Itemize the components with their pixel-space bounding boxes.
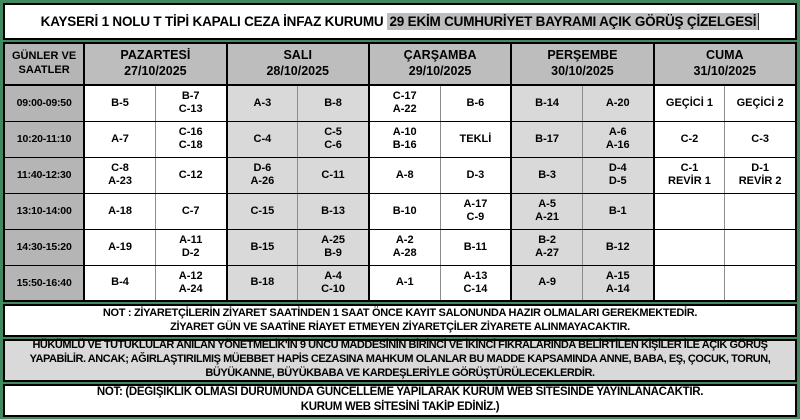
ward-label: B-16	[392, 139, 417, 151]
ward-label: A-4	[324, 269, 342, 282]
ward-label: B-13	[321, 204, 345, 217]
ward-cell	[654, 265, 725, 301]
day-name: ÇARŞAMBA	[403, 48, 477, 63]
ward-cell	[369, 265, 440, 301]
day-header-tuesday	[227, 43, 369, 85]
ward-cell	[440, 157, 511, 193]
ward-cell	[298, 229, 369, 265]
ward-cell	[582, 229, 653, 265]
ward-cell	[511, 121, 582, 157]
schedule-body	[4, 85, 796, 301]
ward-label: A-20	[605, 96, 630, 109]
ward-cell	[227, 121, 298, 157]
ward-label: A-2	[395, 234, 414, 247]
ward-cell	[84, 157, 155, 193]
ward-cell	[227, 85, 298, 121]
ward-label: A-28	[392, 247, 417, 259]
note-visitor-box	[3, 304, 797, 337]
ward-label: A-7	[111, 132, 129, 145]
ward-cell	[369, 85, 440, 121]
day-header-monday	[84, 43, 226, 85]
ward-label: B-12	[605, 240, 630, 253]
ward-cell	[725, 85, 796, 121]
title-bar	[3, 3, 797, 40]
note-regulation-text: HÜKÜMLÜ VE TUTUKLULAR ANILAN YÖNETMELİK'İN 9 UNCU MADDESİNİN BİRİNCİ VE İKİNCİ FIKRALARINDA BELİRTİLEN KİŞİLER İLE AÇIK GÖRÜŞ YAPABİLİR. ANCAK; AĞIRLAŞTIRILMIŞ MÜEBBET HAPİS CEZASINA MAHKUM OLANLAR BU MADDE KAPSAMINDA ANNE, BABA, EŞ, ÇOCUK, TORUN, BÜYÜKANNE, BÜYÜKBABA VE KARDEŞLERİYLE GÖRÜŞTÜRÜLECEKLERDİR.	[29, 339, 771, 379]
ward-label: A-26	[250, 175, 275, 187]
table-row	[4, 229, 796, 265]
ward-label: C-16	[178, 126, 203, 139]
ward-label: B-9	[324, 247, 342, 259]
ward-cell	[84, 121, 155, 157]
ward-cell	[440, 229, 511, 265]
ward-cell	[582, 193, 653, 229]
ward-label: A-14	[605, 282, 630, 295]
ward-cell	[654, 193, 725, 229]
ward-cell	[155, 193, 226, 229]
ward-cell	[725, 193, 796, 229]
day-name: PAZARTESİ	[120, 48, 191, 63]
ward-cell	[440, 85, 511, 121]
ward-label: B-17	[535, 132, 559, 145]
ward-cell	[298, 121, 369, 157]
corner-header-line1: GÜNLER VE	[12, 50, 77, 63]
day-header-friday	[654, 43, 796, 85]
ward-label: B-18	[250, 276, 275, 289]
ward-label: A-21	[535, 211, 559, 223]
day-header-wednesday	[369, 43, 511, 85]
time-slot-label: 11:40-12:30	[4, 157, 84, 193]
table-row	[4, 85, 796, 121]
ward-cell	[155, 157, 226, 193]
ward-label: D-4	[608, 162, 627, 175]
ward-label: C-12	[178, 168, 203, 181]
ward-label: D-3	[466, 168, 485, 181]
page-title: KAYSERİ 1 NOLU T TİPİ KAPALI CEZA İNFAZ KURUMU	[40, 14, 384, 29]
ward-cell	[155, 229, 226, 265]
ward-label: C-11	[321, 168, 345, 181]
ward-cell	[511, 265, 582, 301]
ward-cell	[155, 265, 226, 301]
ward-cell	[155, 85, 226, 121]
note-website-line1: NOT: (DEĞİŞİKLİK OLMASI DURUMUNDA GÜNCELLEME YAPILARAK KURUM WEB SİTESİNDE YAYINLANACAKTIR.	[96, 386, 704, 399]
ward-label: C-10	[321, 282, 345, 295]
ward-label: C-18	[178, 139, 203, 151]
ward-label: TEKLİ	[459, 132, 492, 145]
ward-cell	[582, 85, 653, 121]
note-visitor-line1: NOT : ZİYARETÇİLERİN ZİYARET SAATİNDEN 1 SAAT ÖNCE KAYIT SALONUNDA HAZIR OLMALARI GEREKMEKTEDİR.	[102, 307, 698, 319]
ward-label: C-4	[253, 132, 272, 145]
ward-cell	[582, 121, 653, 157]
ward-label: A-25	[321, 234, 345, 247]
table-row	[4, 121, 796, 157]
ward-label: C-15	[250, 204, 275, 217]
day-name: SALI	[283, 48, 312, 63]
ward-cell	[227, 193, 298, 229]
ward-label: REVİR 1	[668, 175, 711, 187]
ward-label: GEÇİCİ 2	[736, 96, 784, 109]
day-date: 30/10/2025	[551, 64, 614, 78]
ward-label: A-22	[392, 103, 417, 116]
ward-cell	[511, 85, 582, 121]
ward-label: D-2	[181, 247, 200, 259]
ward-label: D-1	[751, 162, 769, 175]
day-date: 27/10/2025	[124, 64, 187, 78]
table-row	[4, 193, 796, 229]
time-slot-label: 14:30-15:20	[4, 229, 84, 265]
ward-label: A-27	[535, 247, 559, 259]
ward-cell	[511, 229, 582, 265]
day-date: 31/10/2025	[693, 64, 757, 78]
ward-cell	[511, 157, 582, 193]
ward-cell	[582, 157, 653, 193]
ward-label: B-6	[466, 96, 485, 109]
note-website-box	[3, 384, 797, 417]
ward-label: C-14	[463, 282, 488, 295]
note-regulation-box	[3, 339, 797, 382]
ward-label: B-10	[392, 204, 417, 217]
ward-label: A-11	[179, 234, 203, 247]
ward-label: GEÇİCİ 1	[665, 96, 713, 109]
ward-cell	[654, 229, 725, 265]
ward-cell	[725, 229, 796, 265]
ward-label: C-13	[178, 103, 203, 116]
ward-label: A-12	[178, 269, 203, 282]
ward-cell	[654, 121, 725, 157]
ward-label: REVİR 2	[738, 175, 782, 187]
ward-cell	[84, 229, 155, 265]
ward-label: B-14	[535, 96, 559, 109]
ward-cell	[725, 121, 796, 157]
ward-label: C-7	[181, 204, 200, 217]
ward-label: A-23	[108, 175, 132, 187]
ward-label: A-16	[605, 139, 630, 151]
ward-label: A-17	[463, 198, 488, 211]
ward-cell	[298, 193, 369, 229]
ward-cell	[369, 157, 440, 193]
ward-cell	[654, 85, 725, 121]
time-slot-label: 15:50-16:40	[4, 265, 84, 301]
ward-cell	[84, 265, 155, 301]
day-date: 28/10/2025	[266, 64, 329, 78]
note-visitor-line2: ZİYARET GÜN VE SAATİNE RİAYET ETMEYEN ZİYARETÇİLER ZİYARETE ALINMAYACAKTIR.	[170, 321, 630, 334]
ward-label: C-1	[680, 162, 699, 175]
ward-cell	[227, 229, 298, 265]
ward-label: A-18	[108, 204, 132, 217]
ward-label: A-15	[605, 269, 630, 282]
ward-label: A-10	[392, 126, 417, 139]
ward-label: D-6	[253, 162, 272, 175]
ward-label: C-6	[324, 139, 342, 151]
ward-label: C-9	[466, 211, 485, 223]
ward-cell	[369, 229, 440, 265]
table-row	[4, 265, 796, 301]
ward-label: B-15	[250, 240, 275, 253]
ward-cell	[298, 157, 369, 193]
ward-label: A-5	[538, 198, 556, 211]
ward-cell	[440, 193, 511, 229]
ward-label: B-11	[463, 240, 488, 253]
day-header-thursday	[511, 43, 653, 85]
page-title-highlight: 29 EKİM CUMHURİYET BAYRAMI AÇIK GÖRÜŞ ÇİZELGESİ	[387, 13, 759, 30]
ward-cell	[511, 193, 582, 229]
ward-label: C-3	[751, 132, 769, 145]
ward-cell	[369, 121, 440, 157]
ward-cell	[582, 265, 653, 301]
ward-cell	[725, 157, 796, 193]
day-date: 29/10/2025	[408, 64, 472, 78]
ward-label: B-8	[324, 96, 342, 109]
ward-label: A-3	[253, 96, 272, 109]
ward-label: B-3	[538, 168, 556, 181]
header-row	[4, 43, 796, 85]
time-slot-label: 09:00-09:50	[4, 85, 84, 121]
ward-label: A-6	[608, 126, 627, 139]
ward-cell	[227, 157, 298, 193]
corner-header-line2: SAATLER	[18, 64, 70, 76]
ward-cell	[654, 157, 725, 193]
corner-header	[4, 43, 84, 85]
ward-cell	[369, 193, 440, 229]
ward-label: B-5	[111, 96, 129, 109]
ward-label: C-8	[111, 162, 129, 175]
ward-cell	[298, 265, 369, 301]
ward-cell	[84, 85, 155, 121]
ward-label: A-9	[538, 276, 556, 289]
schedule-table-wrapper	[3, 42, 797, 302]
ward-cell	[227, 265, 298, 301]
day-name: PERŞEMBE	[547, 48, 618, 63]
ward-cell	[440, 121, 511, 157]
ward-label: A-19	[108, 240, 132, 253]
ward-label: B-4	[111, 276, 129, 289]
ward-label: A-1	[395, 276, 414, 289]
ward-cell	[155, 121, 226, 157]
ward-label: A-24	[178, 282, 203, 295]
time-slot-label: 10:20-11:10	[4, 121, 84, 157]
ward-label: B-2	[538, 234, 556, 247]
table-row	[4, 157, 796, 193]
ward-cell	[84, 193, 155, 229]
ward-label: B-1	[608, 204, 627, 217]
ward-label: C-5	[324, 126, 342, 139]
ward-label: A-8	[395, 168, 414, 181]
ward-cell	[440, 265, 511, 301]
day-name: CUMA	[706, 48, 744, 63]
time-slot-label: 13:10-14:00	[4, 193, 84, 229]
note-website-line2: KURUM WEB SİTESİNİ TAKİP EDİNİZ.)	[300, 401, 500, 414]
ward-cell	[298, 85, 369, 121]
ward-label: A-13	[463, 269, 488, 282]
ward-label: C-2	[680, 132, 699, 145]
ward-label: C-17	[392, 90, 417, 103]
ward-label: B-7	[181, 90, 200, 103]
ward-cell	[725, 265, 796, 301]
ward-label: D-5	[608, 175, 627, 187]
schedule-table	[3, 42, 797, 302]
